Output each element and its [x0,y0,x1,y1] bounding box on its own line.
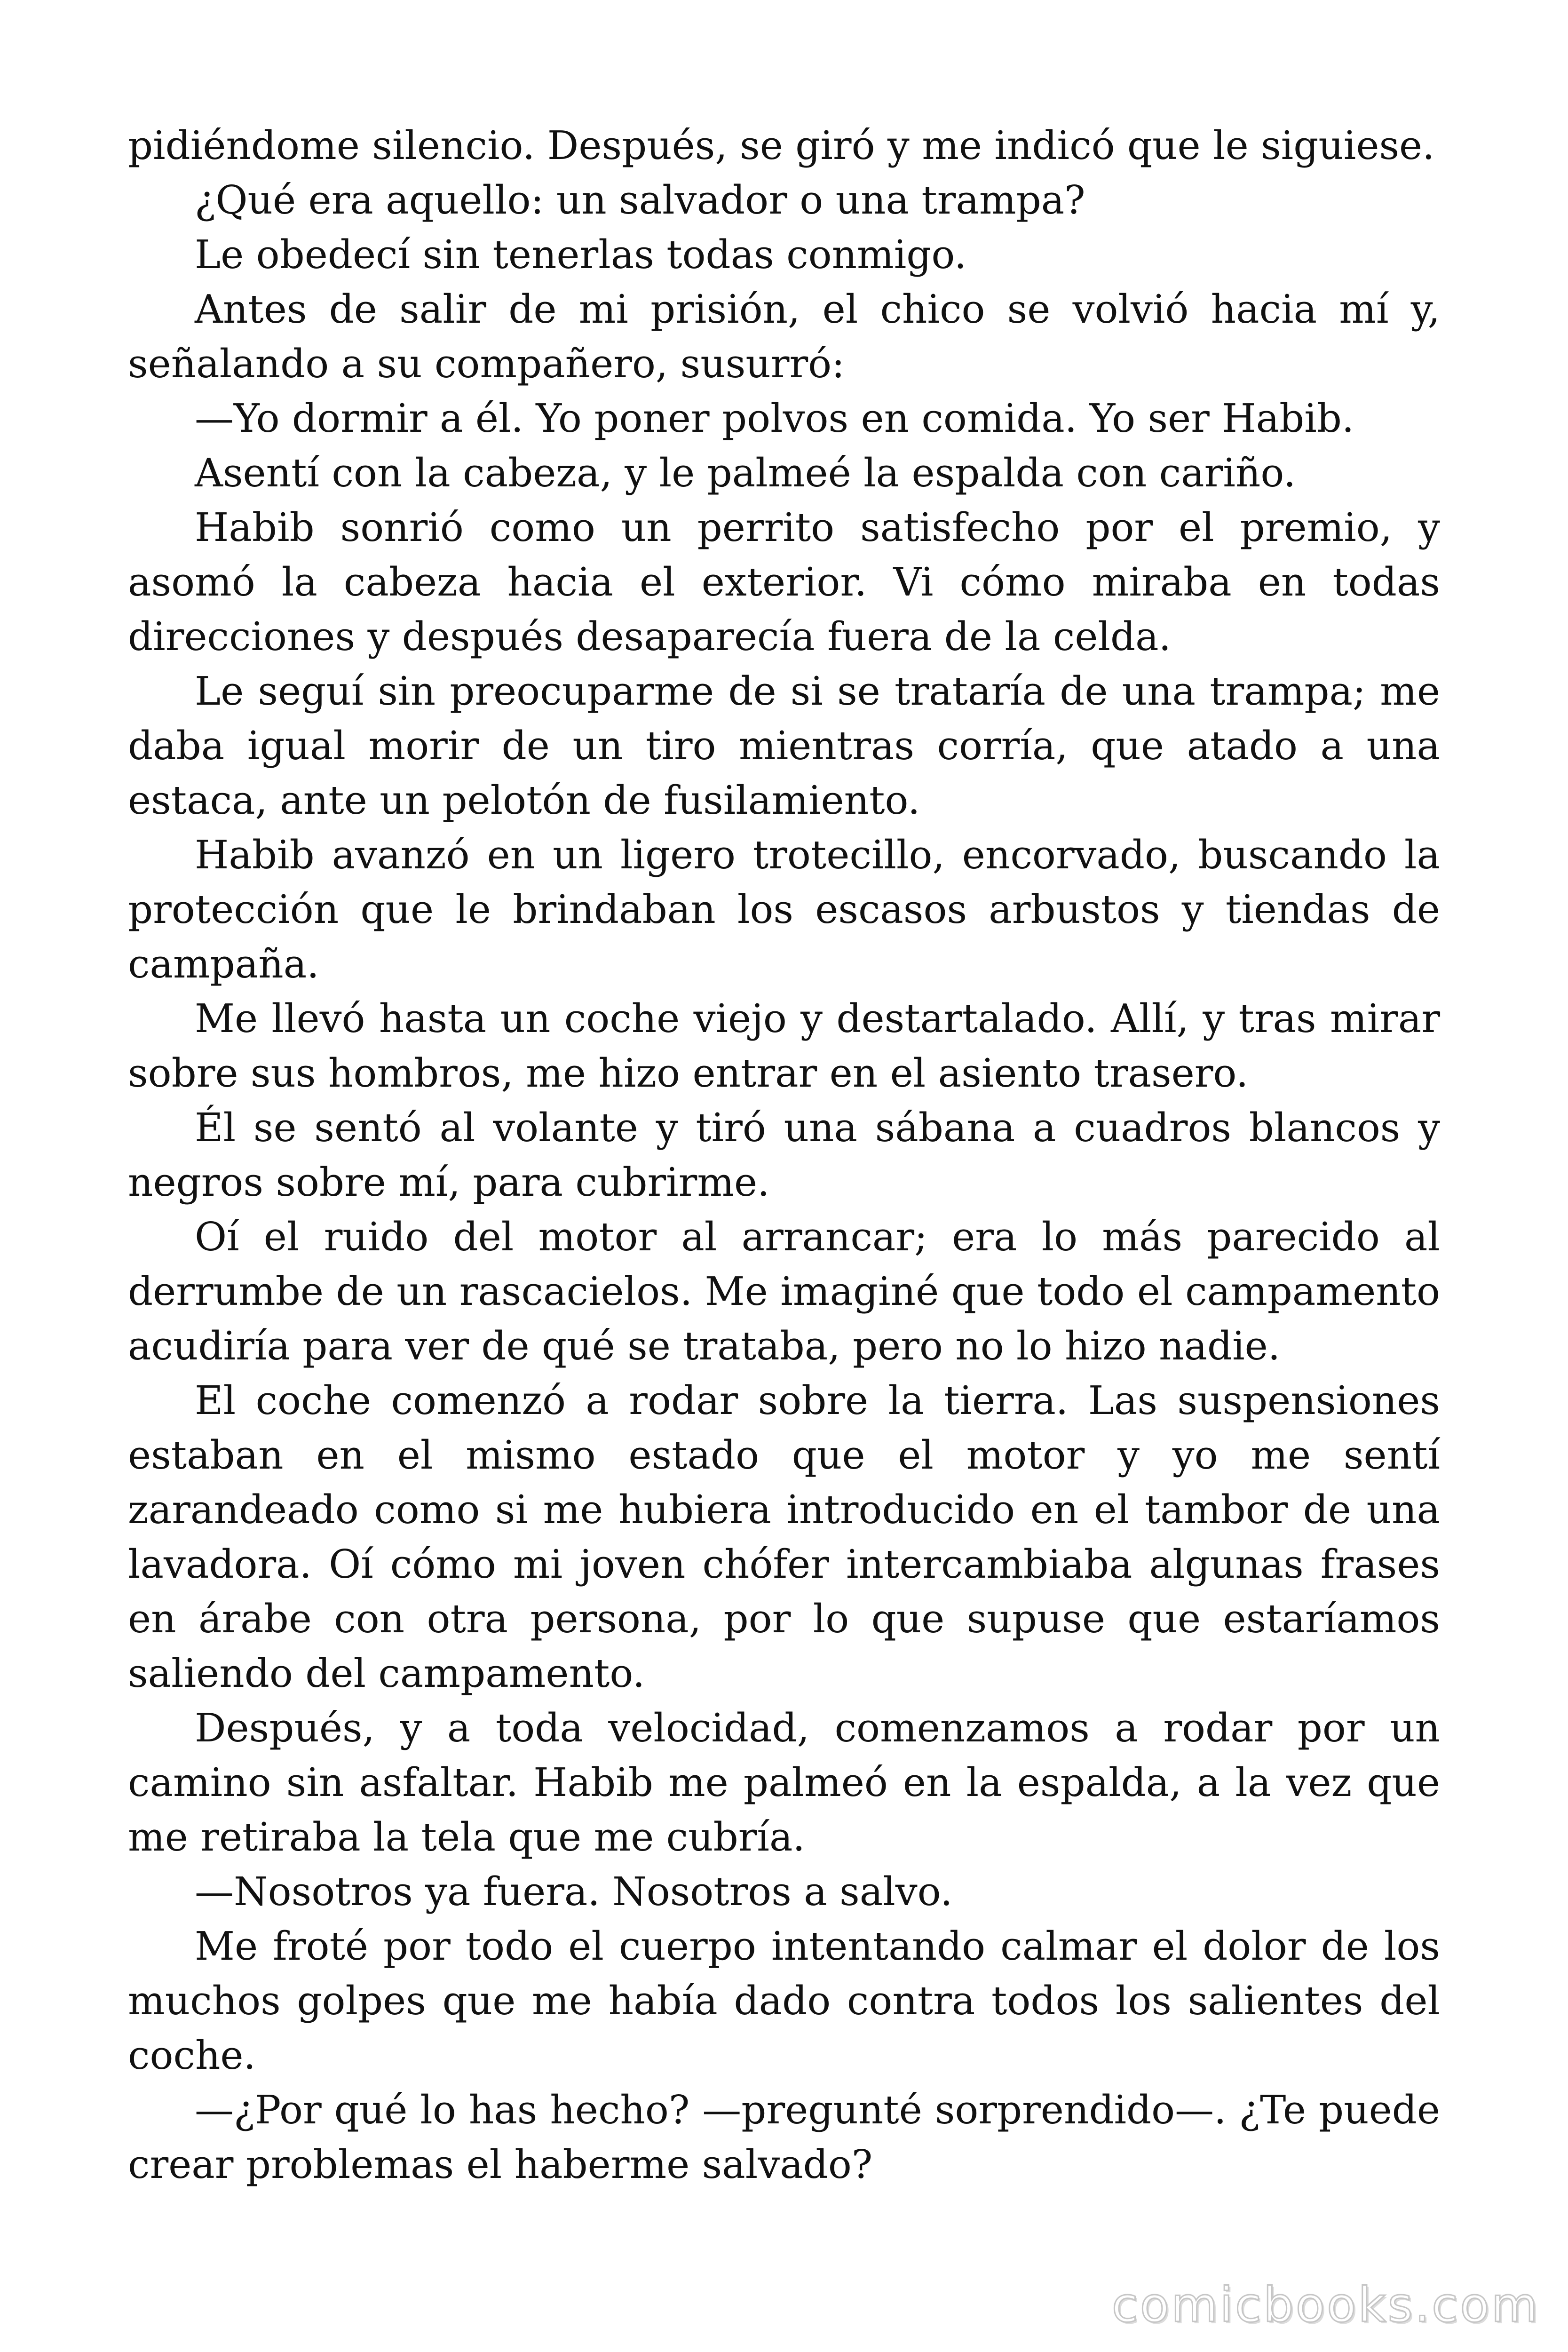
dialogue-paragraph: —¿Por qué lo has hecho? —pregunté sorprendido—. ¿Te puede crear problemas el haberme salvado? [128,2087,1440,2187]
body-text [128,119,1440,2192]
paragraph: Me llevó hasta un coche viejo y destartalado. Allí, y tras mirar sobre sus hombros, me hizo entrar en el asiento trasero. [128,996,1440,1096]
paragraph: Antes de salir de mi prisión, el chico se volvió hacia mí y, señalando a su compañero, susurró: [128,286,1440,387]
paragraph: El coche comenzó a rodar sobre la tierra. Las suspensiones estaban en el mismo estado que el motor y yo me sentí zarandeado como si me hubiera introducido en el tambor de una lavadora. Oí cómo mi joven chófer intercambiaba algunas frases en árabe con otra persona, por lo que supuse que estaríamos saliendo del campamento. [128,1378,1440,1696]
paragraph: Asentí con la cabeza, y le palmeé la espalda con cariño. [195,450,1296,496]
paragraph: Me froté por todo el cuerpo intentando calmar el dolor de los muchos golpes que me había dado contra todos los salientes del coche. [128,1923,1440,2078]
paragraph: ¿Qué era aquello: un salvador o una trampa? [195,177,1085,223]
paragraph: Le obedecí sin tenerlas todas conmigo. [195,232,967,278]
paragraph: Él se sentó al volante y tiró una sábana a cuadros blancos y negros sobre mí, para cubrirme. [128,1105,1440,1205]
paragraph: Le seguí sin preocuparme de si se trataría de una trampa; me daba igual morir de un tiro mientras corría, que atado a una estaca, ante un pelotón de fusilamiento. [128,668,1440,823]
paragraph: Habib sonrió como un perrito satisfecho por el premio, y asomó la cabeza hacia el exterior. Vi cómo miraba en todas direcciones y después desaparecía fuera de la celda. [128,505,1440,660]
paragraph: Habib avanzó en un ligero trotecillo, encorvado, buscando la protección que le brindaban los escasos arbustos y tiendas de campaña. [128,832,1440,987]
dialogue-paragraph: —Nosotros ya fuera. Nosotros a salvo. [195,1869,953,1915]
paragraph: Después, y a toda velocidad, comenzamos a rodar por un camino sin asfaltar. Habib me palmeó en la espalda, a la vez que me retiraba la tela que me cubría. [128,1705,1440,1860]
watermark: comicbooks.com [1111,2277,1540,2333]
dialogue-paragraph: —Yo dormir a él. Yo poner polvos en comida. Yo ser Habib. [195,396,1354,441]
paragraph-continuation: pidiéndome silencio. Después, se giró y me indicó que le siguiese. [128,123,1435,168]
paragraph: Oí el ruido del motor al arrancar; era lo más parecido al derrumbe de un rascacielos. Me imaginé que todo el campamento acudiría para ver de qué se trataba, pero no lo hizo nadie. [128,1214,1440,1369]
